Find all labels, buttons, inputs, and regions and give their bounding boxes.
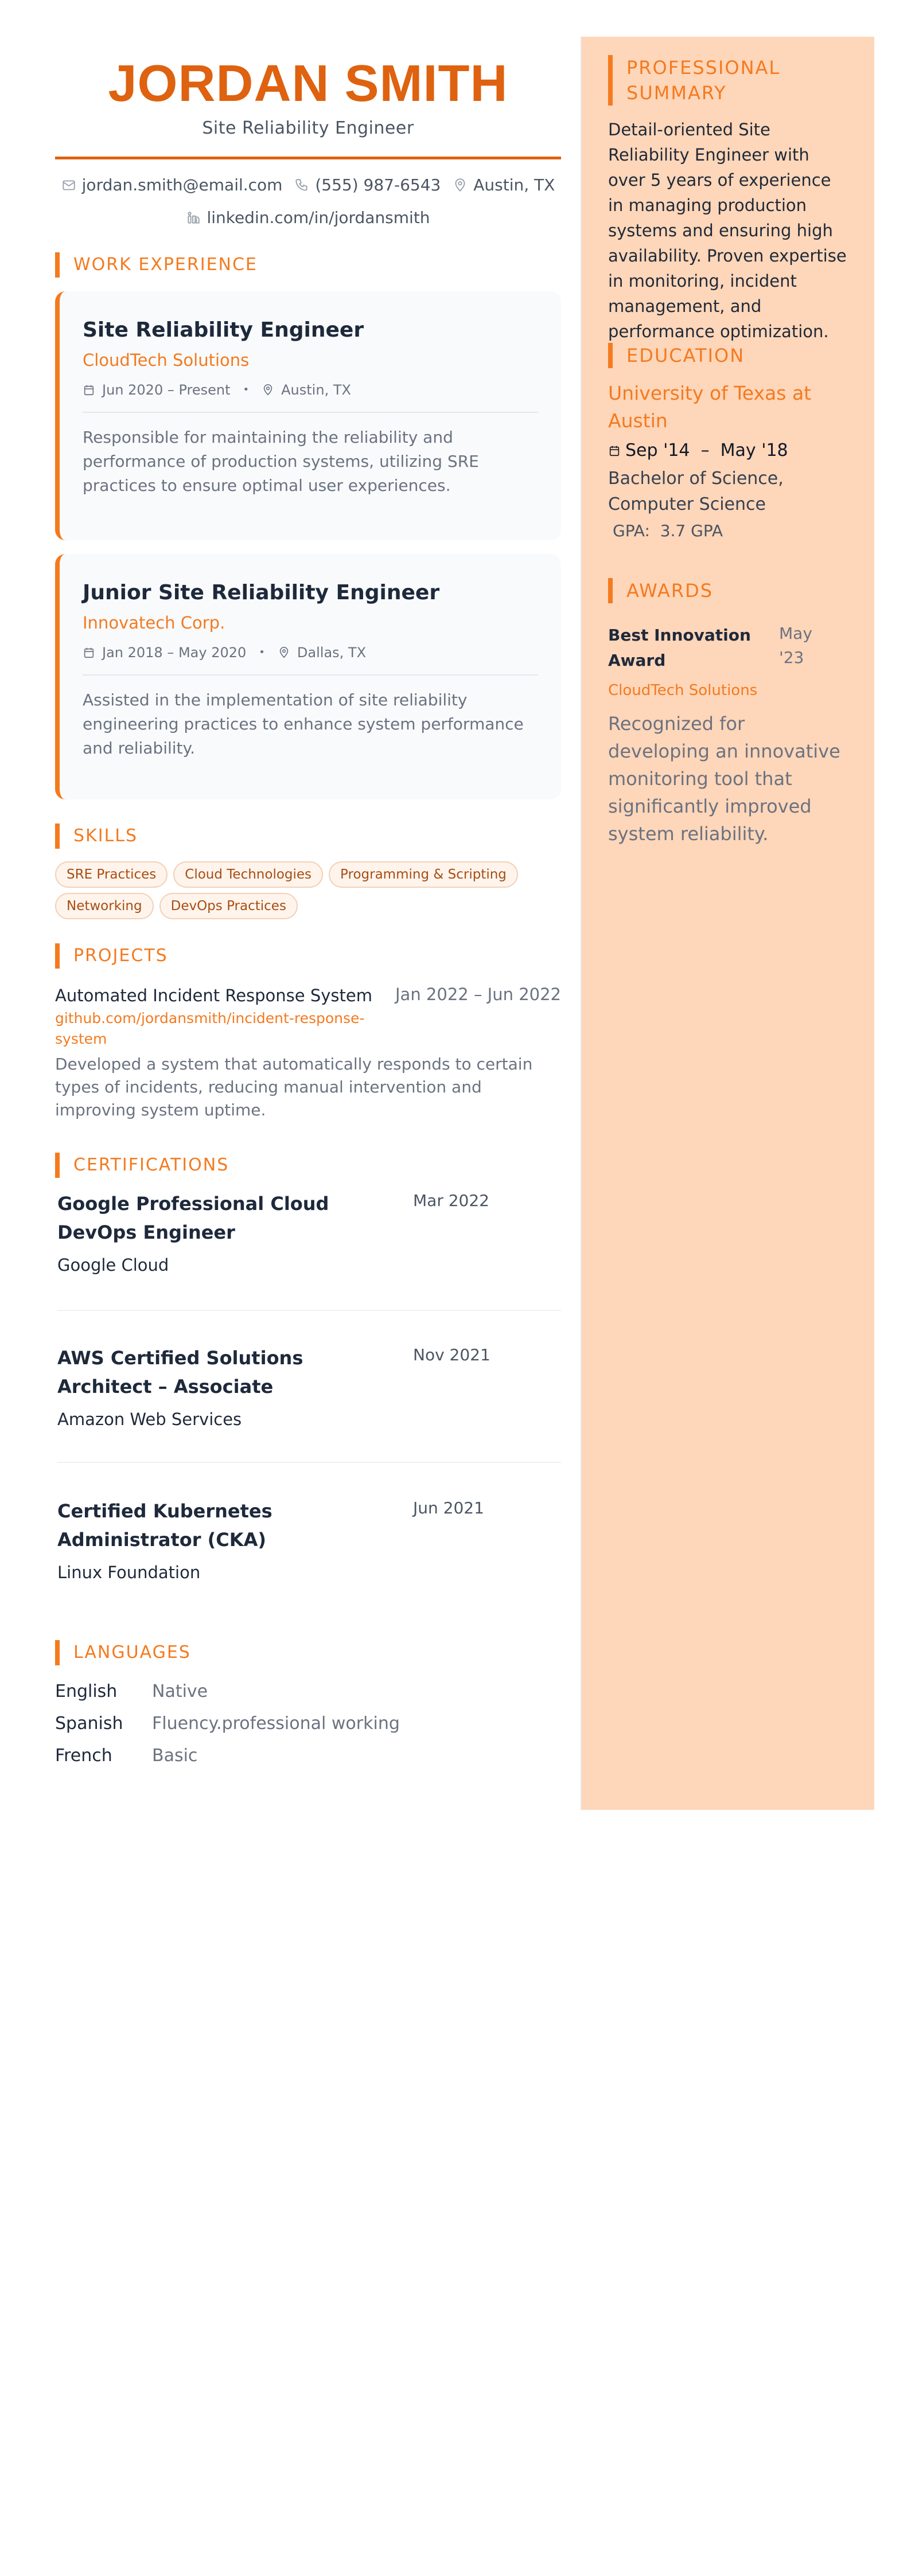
award-organization: CloudTech Solutions [608,682,758,699]
section-title: SKILLS [73,826,138,846]
section-accent-bar [608,343,613,368]
job-description: Responsible for maintaining the reliability and performance of production systems, utilizing SRE practices to ensure optimal user experiences. [83,428,479,495]
language-row [55,1712,400,1735]
calendar-icon [83,384,95,396]
certification-issuer: Linux Foundation [57,1563,201,1582]
section-projects [55,943,168,969]
phone-text: (555) 987-6543 [315,175,441,194]
language-name: English [55,1681,118,1701]
linkedin-text: linkedin.com/in/jordansmith [207,208,430,227]
section-certifications [55,1153,229,1178]
job-company: Innovatech Corp. [83,613,225,633]
email-text: jordan.smith@email.com [81,175,283,194]
language-name: French [55,1746,112,1766]
section-accent-bar [55,252,60,278]
mail-icon [61,178,76,193]
section-accent-bar [55,943,60,969]
section-work-experience [55,252,258,278]
skill-chip: Networking [55,893,154,919]
section-accent-bar [55,823,60,849]
sidebar-section-summary [608,55,849,344]
header-divider [55,157,561,159]
phone-icon [294,178,309,193]
contact-location [453,174,555,197]
skill-chip: SRE Practices [55,861,168,888]
sidebar-section-awards [608,578,849,848]
separator-dot: • [243,384,250,396]
experience-card [55,291,561,540]
summary-text: Detail-oriented Site Reliability Engineer with over 5 years of experience in managing production systems and ensuring high availability. Proven expertise in monitoring, incident management, and performance optimization. [608,120,847,341]
education-dates: Sep '14 – May '18 [625,440,788,460]
card-divider [83,674,538,676]
section-title: PROFESSIONAL SUMMARY [626,57,781,104]
language-level: Basic [152,1746,198,1766]
section-heading [608,55,849,106]
section-title: WORK EXPERIENCE [73,255,258,275]
map-pin-icon [278,646,290,659]
job-company: CloudTech Solutions [83,350,250,370]
job-dates: Jan 2018 – May 2020 [102,645,247,661]
sidebar-section-education [608,343,849,544]
job-title: Junior Site Reliability Engineer [83,581,440,604]
section-accent-bar [55,1640,60,1665]
project-description: Developed a system that automatically responds to certain types of incidents, reducing manual intervention and improving system uptime. [55,1055,533,1119]
education-school: University of Texas at Austin [608,382,812,432]
award-title: Best Innovation Award [608,626,751,670]
certification-name: Google Professional Cloud DevOps Engineer [57,1193,329,1243]
section-title: PROJECTS [73,946,168,966]
section-title: EDUCATION [626,345,745,366]
certification-item [57,1189,561,1277]
section-accent-bar [608,578,613,603]
certification-divider [57,1462,561,1463]
language-level: Fluency.professional working [152,1714,400,1734]
section-title: LANGUAGES [73,1642,191,1662]
contact-row [55,174,561,199]
linkedin-icon [186,210,201,225]
section-heading [608,343,849,368]
section-accent-bar [55,1153,60,1178]
certification-issuer: Amazon Web Services [57,1410,242,1429]
section-languages [55,1640,191,1665]
section-title: AWARDS [626,580,714,602]
job-dates: Jun 2020 – Present [102,382,231,398]
skills-list [55,861,561,919]
certification-date: Mar 2022 [413,1191,489,1210]
job-meta [83,378,538,401]
contact-phone[interactable] [294,174,441,197]
contact-row-2 [55,206,561,232]
award-date: May '23 [779,624,812,667]
contact-email[interactable] [61,174,283,197]
certification-date: Nov 2021 [413,1345,490,1364]
section-accent-bar [608,55,613,106]
certification-date: Jun 2021 [413,1498,484,1517]
language-level: Native [152,1681,208,1701]
certification-item [57,1497,561,1584]
card-divider [83,412,538,413]
separator-dot: • [259,646,265,658]
contact-linkedin[interactable] [186,206,430,229]
skill-chip: Programming & Scripting [329,861,518,888]
candidate-name: JORDAN SMITH [108,55,508,112]
job-meta [83,641,538,664]
map-pin-icon [262,384,274,396]
skill-chip: DevOps Practices [159,893,298,919]
calendar-icon [83,646,95,659]
candidate-title: Site Reliability Engineer [202,118,414,138]
award-description: Recognized for developing an innovative monitoring tool that significantly improved system reliability. [608,713,840,845]
skill-chip: Cloud Technologies [173,861,323,888]
language-row [55,1680,208,1703]
project-title: Automated Incident Response System [55,986,372,1005]
job-description: Assisted in the implementation of site reliability engineering practices to enhance system performance and reliability. [83,690,524,758]
calendar-icon [608,444,621,457]
job-title: Site Reliability Engineer [83,318,364,342]
language-name: Spanish [55,1714,123,1734]
section-heading [608,578,849,603]
experience-card [55,554,561,799]
certification-issuer: Google Cloud [57,1255,169,1275]
education-degree: Bachelor of Science, Computer Science [608,469,784,514]
section-skills [55,823,138,849]
project-link[interactable]: github.com/jordansmith/incident-response-system [55,1010,365,1047]
location-text: Austin, TX [473,175,555,194]
education-gpa: GPA: 3.7 GPA [613,521,723,540]
certification-item [57,1344,561,1431]
job-location: Austin, TX [281,382,351,398]
section-title: CERTIFICATIONS [73,1155,229,1175]
certification-name: Certified Kubernetes Administrator (CKA) [57,1500,272,1551]
education-dates-row [608,438,849,463]
job-location: Dallas, TX [297,645,367,661]
language-row [55,1744,197,1767]
project-dates: Jan 2022 – Jun 2022 [395,985,561,1004]
map-pin-icon [453,178,468,193]
certification-name: AWS Certified Solutions Architect – Associate [57,1347,303,1398]
award-item [608,623,849,848]
certification-divider [57,1310,561,1311]
